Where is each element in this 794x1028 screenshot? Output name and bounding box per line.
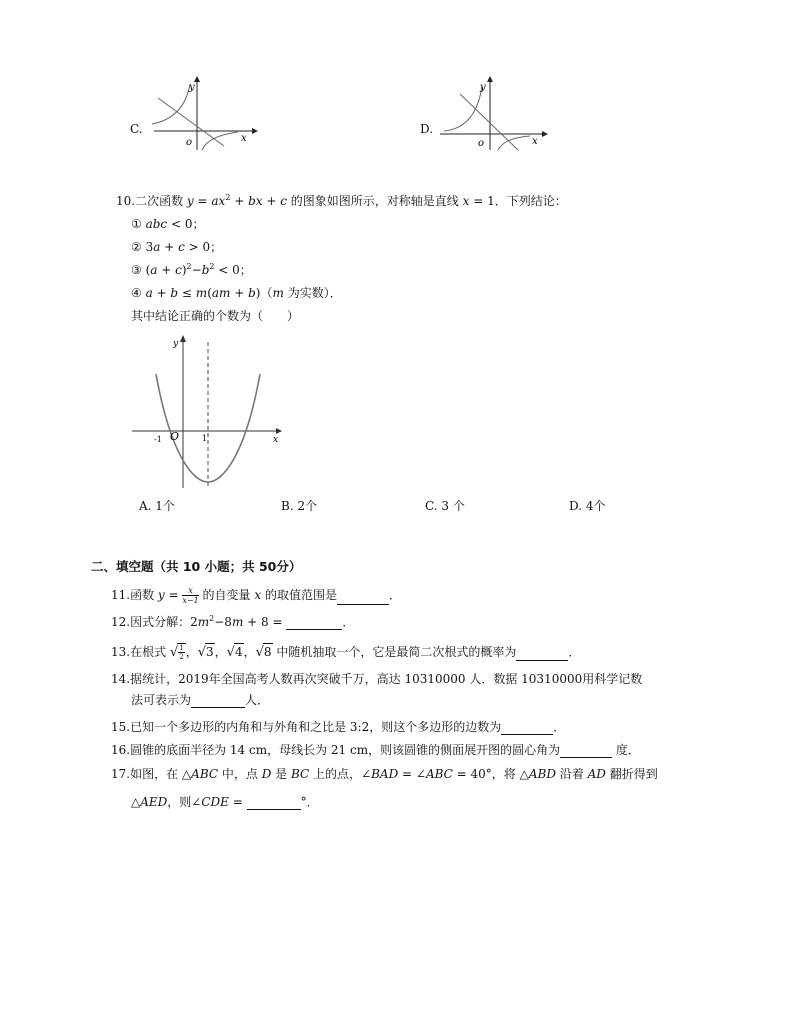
q17-line-2: △AED，则∠CDE = °． <box>131 795 319 809</box>
q14-line-2: 法可表示为 人． <box>131 693 270 707</box>
q10-stem: 10.二次函数 $y = ax^2$ + bx + c 的图象如图所示，对称轴是直线 x = 1．下列结论： <box>116 193 567 208</box>
q10-graph-one: 1 <box>202 434 208 443</box>
q10-graph-x: x <box>273 435 279 445</box>
q10-graph-neg1: -1 <box>154 435 162 444</box>
q10-item-1: ① abc < 0； <box>131 217 205 231</box>
graph-c-o: o <box>186 137 193 148</box>
q14-answer-blank[interactable] <box>191 695 245 708</box>
q11-answer-blank[interactable] <box>337 592 389 605</box>
q16: 16.圆锥的底面半径为 14 cm，母线长为 21 cm，则该圆锥的侧面展开图的圆心角为 度． <box>111 743 640 757</box>
q10-item-3: ③ $(a + c)^2-b^2 < 0$； <box>131 262 252 277</box>
graph-c-x: x <box>241 133 247 144</box>
q10-option-d[interactable]: D. 4个 <box>569 499 606 513</box>
q17-line-1: 17.如图，在 △ABC 中，点 D 是 BC 上的点，∠BAD = ∠ABC = 40°，将 △ABD 沿着 AD 翻折得到 <box>111 767 658 781</box>
graph-d-o: o <box>478 138 485 149</box>
q17-answer-blank[interactable] <box>247 797 301 810</box>
q10-option-c[interactable]: C. 3 个 <box>425 499 465 513</box>
q10-parabola-graph <box>130 332 290 492</box>
q14-line-1: 14.据统计，2019年全国高考人数再次突破千万，高达 10310000 人．数据 10310000用科学记数 <box>111 672 643 686</box>
graph-c-plot <box>128 74 268 152</box>
graph-d-y: y <box>480 82 486 93</box>
q12: 12.因式分解：$2m^2-8m + 8$ = ． <box>111 614 355 629</box>
q10-ask: 其中结论正确的个数为（ ） <box>131 309 300 323</box>
graph-c-label: C. <box>130 122 143 136</box>
q13: 13.在根式 √ $\frac{1}{2}$ ，√3，√4，√8 中随机抽取一个，它是最简二次根式的概率为 ． <box>111 644 581 661</box>
q15: 15.已知一个多边形的内角和与外角和之比是 3:2，则这个多边形的边数为 ． <box>111 720 566 734</box>
q15-answer-blank[interactable] <box>501 722 553 735</box>
q10-item-2: ② 3a + c > 0； <box>131 240 223 254</box>
graph-c <box>128 74 268 152</box>
q10-option-a[interactable]: A. 1个 <box>139 499 175 513</box>
q13-answer-blank[interactable] <box>516 648 568 661</box>
q10-item-4: ④ a + b ≤ m(am + b)（m 为实数）． <box>131 286 342 300</box>
q10-graph-y: y <box>173 339 179 349</box>
q12-answer-blank[interactable] <box>286 617 342 630</box>
section-2-title: 二、填空题（共 10 小题；共 50分） <box>91 559 302 574</box>
q16-answer-blank[interactable] <box>560 745 612 758</box>
graph-c-y: y <box>189 82 195 93</box>
graph-d <box>418 74 558 152</box>
q11: 11.函数 y = $\frac{x}{x-1}$ 的自变量 x 的取值范围是 ． <box>111 586 401 605</box>
graph-d-plot <box>418 74 558 152</box>
q10-graph-o: O <box>170 430 180 443</box>
graph-d-x: x <box>532 136 538 147</box>
graph-d-label: D. <box>420 122 434 136</box>
q10-option-b[interactable]: B. 2个 <box>281 499 318 513</box>
